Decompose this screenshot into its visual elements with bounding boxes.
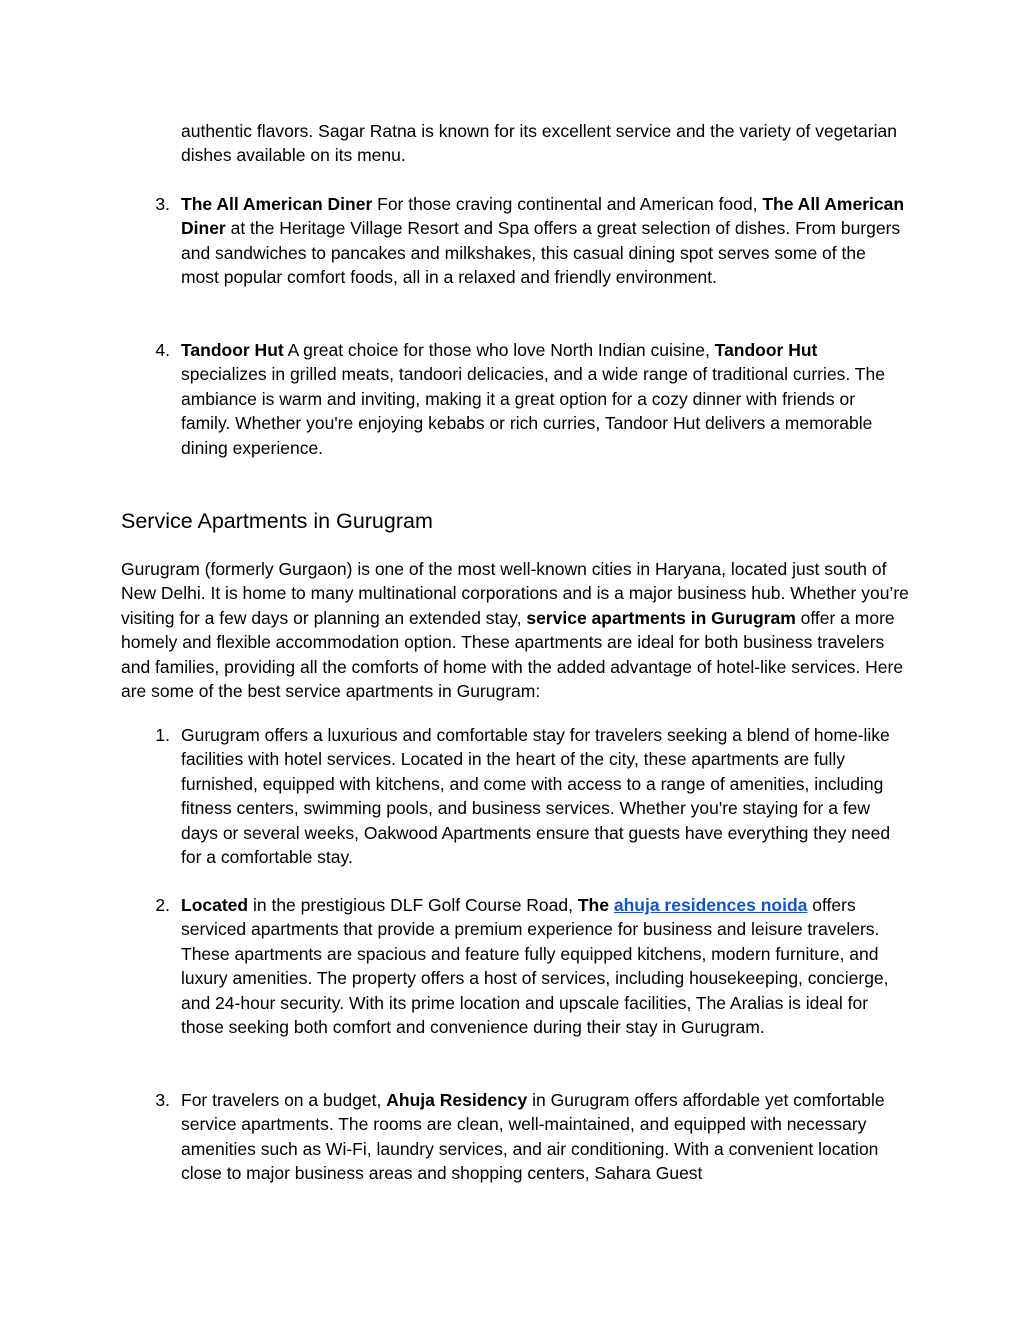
item-text: A great choice for those who love North Indian cuisine,	[283, 340, 715, 360]
item-text: in Gurugram offers affordable yet comfortable service apartments. The rooms are clean, well-maintained, and equipped with necessary amenities such as Wi-Fi, laundry services, and air conditioning. With a convenient location close to major business areas and shopping centers, Sahara Guest	[181, 1090, 885, 1184]
item-text: in the prestigious DLF Golf Course Road,	[248, 895, 578, 915]
continuation-paragraph: authentic flavors. Sagar Ratna is known for its excellent service and the variety of vegetarian dishes available on its menu.	[181, 121, 897, 166]
intro-text: Gurugram (formerly Gurgaon) is one of the most well-known cities in Haryana, located just south of New Delhi. It is home to many multinational corporations and is a major business hub. Whether you’re visiting for a few days or planning an extended stay,	[121, 559, 909, 628]
list-number: 4.	[155, 340, 170, 360]
item-text: Gurugram offers a luxurious and comfortable stay for travelers seeking a blend of home-like facilities with hotel services. Located in the heart of the city, these apartments are fully furnished, equipped with kitchens, and come with access to a range of amenities, including fitness centers, swimming pools, and business services. Whether you're staying for a few days or several weeks, Oakwood Apartments ensure that guests have everything they need for a comfortable stay.	[181, 725, 891, 868]
list-number: 3.	[155, 194, 170, 214]
item-text: For travelers on a budget,	[181, 1090, 387, 1110]
apartment-list-item	[155, 893, 906, 1039]
list-number: 2.	[155, 895, 170, 915]
item-text: offers serviced apartments that provide a premium experience for business and leisure travelers. These apartments are spacious and feature fully equipped kitchens, modern furniture, and luxury amenities. The property offers a host of services, including housekeeping, concierge, and 24-hour security. With its prime location and upscale facilities, The Aralias is ideal for those seeking both comfort and convenience during their stay in Gurugram.	[181, 895, 889, 1038]
restaurant-name-bold: The All American Diner	[181, 194, 905, 239]
restaurant-name: Tandoor Hut	[181, 340, 284, 360]
item-text: For those craving continental and American food,	[372, 194, 763, 214]
intro-bold: service apartments in Gurugram	[526, 607, 796, 628]
section-heading: Service Apartments in Gurugram	[121, 509, 433, 533]
item-bold: The	[577, 895, 609, 915]
list-number: 3.	[155, 1090, 170, 1110]
restaurant-name-bold: Tandoor Hut	[714, 340, 818, 360]
restaurant-name: The All American Diner	[181, 194, 373, 214]
apartment-list-item	[155, 1088, 906, 1186]
ahuja-residences-link[interactable]: ahuja residences noida	[613, 895, 808, 915]
apartment-list-item	[155, 723, 906, 869]
intro-paragraph	[121, 557, 911, 703]
item-bold: Located	[181, 895, 249, 915]
item-text: specializes in grilled meats, tandoori delicacies, and a wide range of traditional curries. The ambiance is warm and inviting, making it a great option for a cozy dinner with friends or family. Whether you're enjoying kebabs or rich curries, Tandoor Hut delivers a memorable dining experience.	[181, 364, 885, 458]
item-bold: Ahuja Residency	[386, 1090, 528, 1110]
restaurant-list-item	[155, 192, 906, 290]
intro-text: offer a more homely and flexible accommodation option. These apartments are ideal for both business travelers and families, providing all the comforts of home with the added advantage of hotel-like services. Here are some of the best service apartments in Gurugram:	[121, 607, 904, 702]
list-number: 1.	[155, 725, 170, 745]
restaurant-list-item	[155, 338, 906, 460]
item-text: at the Heritage Village Resort and Spa offers a great selection of dishes. From burgers and sandwiches to pancakes and milkshakes, this casual dining spot serves some of the most popular comfort foods, all in a relaxed and friendly environment.	[181, 218, 901, 288]
